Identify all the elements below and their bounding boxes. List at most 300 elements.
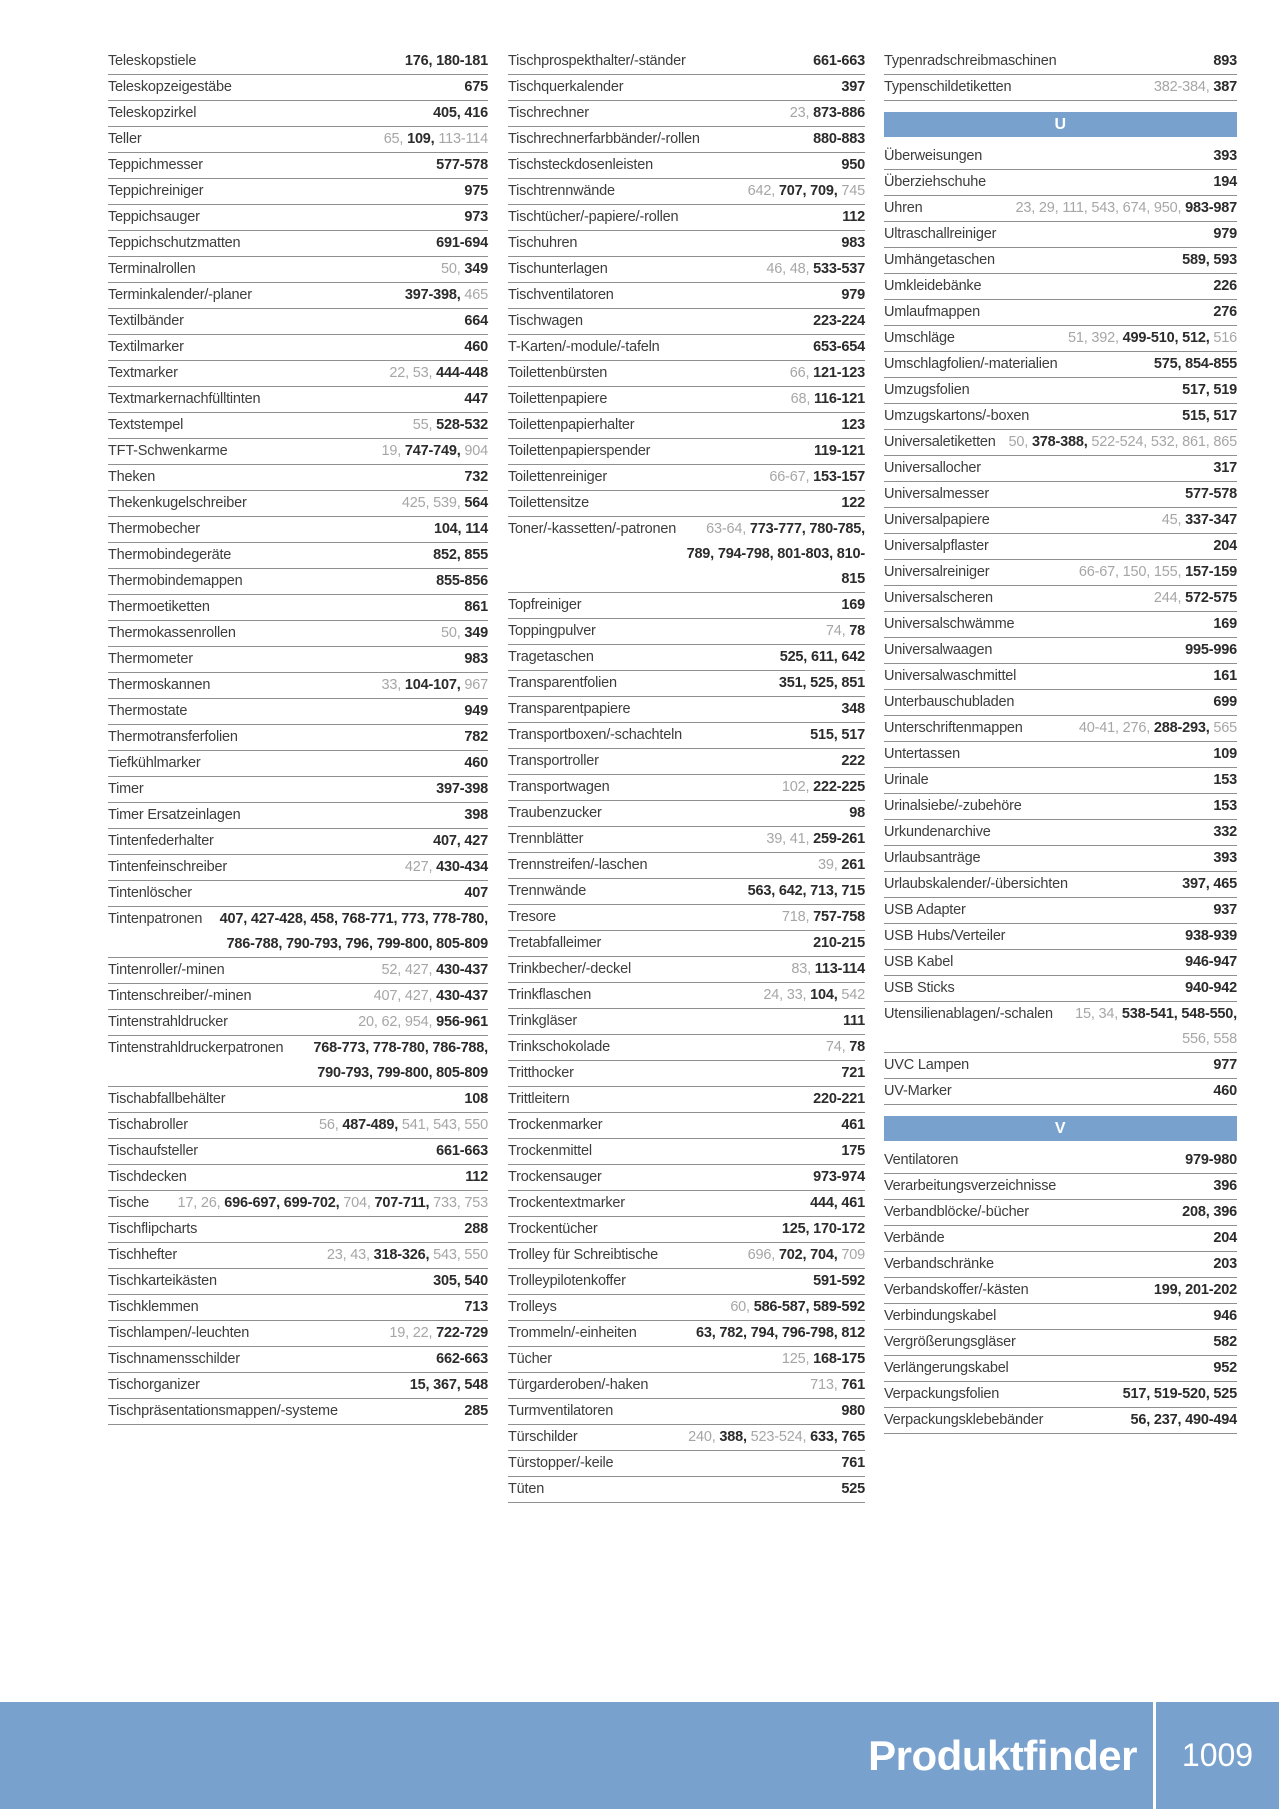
entry-term: Toilettenbürsten [508,365,608,381]
entry-term: Tischflipcharts [108,1221,198,1237]
entry-pages [588,1425,865,1450]
index-entry [508,1269,865,1295]
page-ref: 175 [841,1143,865,1159]
entry-pages [1004,1252,1237,1277]
index-entry [108,647,488,673]
page-ref: 950 [841,157,865,173]
index-entry [108,543,488,569]
entry-term: Tischuhren [508,235,578,251]
entry-pages [242,75,488,100]
page-ref: 979 [1213,226,1237,242]
entry-term: Tintenpatronen [108,911,203,927]
index-entry [508,361,865,387]
page-ref: 533-537 [813,261,865,277]
index-entry [108,1269,488,1295]
entry-pages [1026,664,1237,689]
entry-pages [151,127,488,152]
entry-pages [990,300,1237,325]
entry-term: Utensilienablagen/-schalen [884,1006,1053,1022]
entry-pages [962,1079,1238,1104]
entry-pages [625,179,865,204]
index-entry [108,257,488,283]
index-entry [508,1061,865,1087]
page-ref: 78 [849,623,865,639]
page-ref-muted: 543, 550 [433,1247,488,1263]
entry-pages [602,1139,865,1164]
entry-pages [609,749,865,774]
entry-pages [197,1165,488,1190]
page-ref: 564 [464,495,488,511]
page-ref: 761 [841,1455,865,1471]
entry-term: Tischwagen [508,313,583,329]
page-ref: 108 [464,1091,488,1107]
entry-term: Terminkalender/-planer [108,287,252,303]
entry-pages [644,413,865,438]
page-ref: 337-347 [1185,512,1237,528]
index-entry [884,872,1237,898]
entry-pages [617,465,865,490]
page-ref: 222-225 [813,779,865,795]
index-entry [108,205,488,231]
entry-term: Teppichreiniger [108,183,204,199]
entry-pages [198,1113,488,1138]
page-ref: 761 [841,1377,865,1393]
index-entry [108,491,488,517]
index-entry [884,300,1237,326]
entry-term: Trinkschokolade [508,1039,611,1055]
entry-term: Verarbeitungsverzeichnisse [884,1178,1057,1194]
index-entry [108,283,488,309]
index-entry [108,1373,488,1399]
entry-term: Tintenlöscher [108,885,192,901]
index-entry [508,1113,865,1139]
page-ref: 430-437 [436,962,488,978]
index-entry [108,569,488,595]
entry-term: Universaletiketten [884,434,996,450]
entry-pages [1039,1200,1237,1225]
entry-term: Traubenzucker [508,805,602,821]
index-entry [508,517,865,593]
page-ref: 699 [1213,694,1237,710]
page-ref: 946 [1213,1308,1237,1324]
entry-term: Überweisungen [884,148,983,164]
entry-term: Universalpapiere [884,512,990,528]
entry-term: USB Adapter [884,902,966,918]
entry-term: Tintenschreiber/-minen [108,988,252,1004]
page-ref: 591-592 [813,1273,865,1289]
index-entry [108,984,488,1010]
entry-term: Tischaufsteller [108,1143,198,1159]
entry-term: Textilmarker [108,339,184,355]
page-ref-muted: 74, [825,623,850,639]
page-ref: 861 [464,599,488,615]
entry-pages [250,803,488,828]
entry-term: Teppichschutzmatten [108,235,241,251]
page-ref: 664 [464,313,488,329]
page-ref: 460 [1213,1083,1237,1099]
index-entry [508,1035,865,1061]
entry-term: Trockentextmarker [508,1195,625,1211]
index-entry [108,803,488,829]
index-entry [508,723,865,749]
entry-term: Tischklemmen [108,1299,199,1315]
entry-term: Tischsteckdosenleisten [508,157,653,173]
page-ref: 121-123 [813,365,865,381]
entry-pages [193,413,488,438]
page-ref: 702, 704, [778,1247,842,1263]
page-ref: 220-221 [813,1091,865,1107]
page-ref: 397-398 [436,781,488,797]
entry-term: Teller [108,131,142,147]
index-entry [884,716,1237,742]
index-entry [884,1079,1237,1105]
entry-pages [933,196,1238,221]
page-ref: 713 [464,1299,488,1315]
page-ref: 691-694 [436,235,488,251]
page-ref: 721 [841,1065,865,1081]
page-ref-muted: 733, 753 [433,1195,488,1211]
page-ref: 563, 642, 713, 715 [747,883,865,899]
entry-term: Tresore [508,909,557,925]
page-ref: 577-578 [1185,486,1237,502]
page-ref: 208, 396 [1182,1204,1237,1220]
entry-term: Tischlampen/-leuchten [108,1325,250,1341]
index-entry [884,1252,1237,1278]
page-ref-muted: 407, 427, [373,988,437,1004]
index-entry [884,1053,1237,1079]
entry-term: Textilbänder [108,313,184,329]
page-ref: 15, 367, 548 [409,1377,488,1393]
index-entry [108,361,488,387]
index-entry [884,1148,1237,1174]
page-ref: 973-974 [813,1169,865,1185]
index-entry [508,775,865,801]
entry-term: Umhängetaschen [884,252,995,268]
page-ref: 661-663 [813,53,865,69]
entry-pages [968,1148,1237,1173]
entry-pages [213,179,488,204]
page-ref: 662-663 [436,1351,488,1367]
page-ref: 123 [841,417,865,433]
entry-pages [593,309,865,334]
page-ref-muted: 565 [1213,720,1237,736]
page-ref-muted: 20, 62, 954, [358,1014,437,1030]
entry-term: Toilettenpapierspender [508,443,651,459]
entry-term: Tischabroller [108,1117,188,1133]
page-ref: 975 [464,183,488,199]
entry-pages [999,482,1237,507]
entry-pages [640,697,865,722]
page-ref-muted: 113-114 [438,131,488,147]
entry-pages [235,958,488,983]
index-entry [884,794,1237,820]
entry-pages [248,725,488,750]
entry-pages [620,1035,865,1060]
page-ref: 515, 517 [810,727,865,743]
entry-term: Türstopper/-keile [508,1455,614,1471]
entry-pages [212,907,488,957]
page-ref-muted: 50, [1008,434,1032,450]
entry-pages [584,1061,865,1086]
index-entry [108,49,488,75]
page-ref-muted: 83, [791,961,815,977]
entry-pages [1002,638,1237,663]
page-ref-muted: 240, [688,1429,720,1445]
entry-pages [991,274,1237,299]
index-entry [508,179,865,205]
page-ref-muted: 45, [1161,512,1186,528]
entry-pages [205,257,488,282]
page-ref: 111 [843,1013,865,1029]
entry-pages [618,257,865,282]
entry-pages [209,1295,488,1320]
entry-term: Tischnamensschilder [108,1351,240,1367]
entry-pages [670,335,865,360]
entry-pages [623,1451,865,1476]
page-ref: 98 [849,805,865,821]
page-ref-muted: 713, [810,1377,842,1393]
page-ref: 973 [464,209,488,225]
entry-pages [612,1165,865,1190]
entry-term: Verbandskoffer/-kästen [884,1282,1029,1298]
index-entry [508,671,865,697]
page-ref: 104, [810,987,842,1003]
page-ref: 707, 709, [778,183,842,199]
page-ref-muted: 427, [404,859,437,875]
index-entry [884,1408,1237,1434]
entry-term: UVC Lampen [884,1057,970,1073]
entry-term: Thermobecher [108,521,200,537]
index-entry [884,768,1237,794]
page-ref: 56, 237, 490-494 [1130,1412,1237,1428]
page-ref: 661-663 [436,1143,488,1159]
page-ref: 397, 465 [1182,876,1237,892]
entry-pages [599,491,865,516]
entry-pages [194,309,488,334]
entry-pages [970,742,1237,767]
index-entry [108,725,488,751]
entry-term: Turmventilatoren [508,1403,614,1419]
page-ref-muted: 50, [441,625,465,641]
index-entry [508,257,865,283]
entry-term: Universallocher [884,460,981,476]
entry-term: Universalwaagen [884,642,993,658]
index-entry [884,404,1237,430]
page-ref: 487-489, [342,1117,402,1133]
index-entry [108,517,488,543]
page-ref: 387 [1213,79,1237,95]
index-entry [884,1174,1237,1200]
index-entry [508,905,865,931]
entry-term: Ultraschallreiniger [884,226,997,242]
entry-term: Tischtücher/-papiere/-rollen [508,209,679,225]
index-entry [508,1321,865,1347]
page-ref-muted: 425, 539, [401,495,465,511]
page-ref-muted: 542 [841,987,865,1003]
entry-term: USB Sticks [884,980,955,996]
page-ref: 995-996 [1185,642,1237,658]
entry-pages [686,517,865,592]
entry-term: Textmarkernachfülltinten [108,391,261,407]
page-ref-muted: 46, 48, [766,261,814,277]
index-entry [108,881,488,907]
index-entry [108,335,488,361]
entry-pages [939,768,1237,793]
entry-term: Tischabfallbehälter [108,1091,226,1107]
index-entry [884,1002,1237,1053]
page-ref-muted: 541, 543, 550 [401,1117,488,1133]
index-entry [884,170,1237,196]
entry-pages [647,1321,865,1346]
page-ref: 444, 461 [810,1195,865,1211]
entry-pages [979,378,1237,403]
entry-term: Trennblätter [508,831,584,847]
entry-term: Teppichsauger [108,209,200,225]
page-ref-muted: 244, [1153,590,1186,606]
page-ref: 773-777, 780-785, 789, 794-798, 801-803, 810-815 [686,521,865,587]
entry-pages [348,1399,488,1424]
page-ref: 528-532 [436,417,488,433]
entry-pages [580,1087,865,1112]
entry-pages [608,1217,865,1242]
index-entry [508,697,865,723]
entry-term: Verbandblöcke/-bücher [884,1204,1029,1220]
page-ref: 276 [1213,304,1237,320]
entry-term: Tischkarteikästen [108,1273,217,1289]
index-entry [508,1009,865,1035]
entry-pages [1006,222,1237,247]
entry-term: Trolley für Schreibtische [508,1247,658,1263]
entry-term: UV-Marker [884,1083,952,1099]
page-ref-muted: 51, 392, [1068,330,1123,346]
entry-term: Trinkgläser [508,1013,577,1029]
entry-term: Tintenstrahldrucker [108,1014,228,1030]
entry-term: Teppichmesser [108,157,203,173]
entry-term: Transportboxen/-schachteln [508,727,682,743]
entry-pages [1001,820,1237,845]
entry-pages [210,517,488,542]
entry-term: Trockentücher [508,1221,598,1237]
index-entry [508,491,865,517]
entry-pages [979,1053,1237,1078]
entry-term: Trolleypilotenkoffer [508,1273,626,1289]
entry-pages [587,231,865,256]
entry-pages [238,1010,488,1035]
index-entry [108,777,488,803]
entry-term: Verbindungskabel [884,1308,997,1324]
entry-pages [658,1373,865,1398]
page-ref: 949 [464,703,488,719]
entry-term: Terminalrollen [108,261,196,277]
entry-term: Trommeln/-einheiten [508,1325,637,1341]
page-ref: 732 [464,469,488,485]
page-ref: 109 [1213,746,1237,762]
entry-term: Trinkbecher/-deckel [508,961,631,977]
entry-term: T-Karten/-module/-tafeln [508,339,660,355]
index-entry [508,801,865,827]
entry-pages [293,1036,488,1086]
index-entry [508,1295,865,1321]
entry-pages [554,1477,865,1502]
entry-term: Teleskopstiele [108,53,197,69]
index-entry [508,335,865,361]
page-ref: 199, 201-202 [1153,1282,1237,1298]
entry-pages [257,491,488,516]
page-ref: 288-293, [1153,720,1214,736]
entry-term: Unterschriftenmappen [884,720,1023,736]
page-ref-muted: 66-67, [769,469,814,485]
entry-term: Tischunterlagen [508,261,608,277]
footer-bar [0,1702,1279,1809]
index-entry [508,1477,865,1503]
index-entry [884,274,1237,300]
entry-term: Thermostate [108,703,188,719]
entry-pages [955,1226,1238,1251]
index-entry [884,222,1237,248]
entry-term: Universalpflaster [884,538,989,554]
page-ref-muted: 556, 558 [1182,1031,1237,1047]
entry-pages [220,595,488,620]
page-ref: 757-758 [813,909,865,925]
entry-term: Thermobindegeräte [108,547,232,563]
page-ref-muted: 74, [825,1039,850,1055]
page-ref-muted: 55, [412,417,437,433]
entry-pages [617,387,865,412]
entry-term: Tintenroller/-minen [108,962,225,978]
index-entry [108,595,488,621]
entry-pages [1066,1174,1237,1199]
index-entry [884,1382,1237,1408]
entry-pages [1015,924,1237,949]
page-ref-muted: 967 [464,677,488,693]
page-ref: 722-729 [436,1325,488,1341]
entry-pages [633,75,865,100]
page-ref-muted: 709 [841,1247,865,1263]
index-entry [884,508,1237,534]
index-entry [108,153,488,179]
entry-term: Verpackungsklebebänder [884,1412,1044,1428]
entry-pages [617,361,865,386]
entry-pages [241,543,488,568]
index-entry [884,742,1237,768]
entry-pages [976,898,1237,923]
page-ref: 161 [1213,668,1237,684]
page-ref-muted: 19, [381,443,405,459]
page-ref: 204 [1213,1230,1237,1246]
index-entry [108,75,488,101]
page-ref: 633, 765 [810,1429,865,1445]
entry-term: Tischventilatoren [508,287,614,303]
page-ref: 226 [1213,278,1237,294]
index-entry [108,1139,488,1165]
page-ref-muted: 63-64, [706,521,750,537]
index-entry [508,645,865,671]
page-ref-muted: 24, 33, [763,987,811,1003]
entry-pages [1000,508,1237,533]
entry-pages [237,439,488,464]
page-ref: 261 [841,857,865,873]
page-ref: 696-697, 699-702, [224,1195,344,1211]
entry-pages [965,976,1237,1001]
page-ref: 983 [464,651,488,667]
entry-term: Verpackungsfolien [884,1386,1000,1402]
entry-pages [624,283,865,308]
index-entry [884,144,1237,170]
entry-term: Tücher [508,1351,552,1367]
page-ref: 259-261 [813,831,865,847]
index-entry [108,1165,488,1191]
entry-term: Vergrößerungsgläser [884,1334,1016,1350]
